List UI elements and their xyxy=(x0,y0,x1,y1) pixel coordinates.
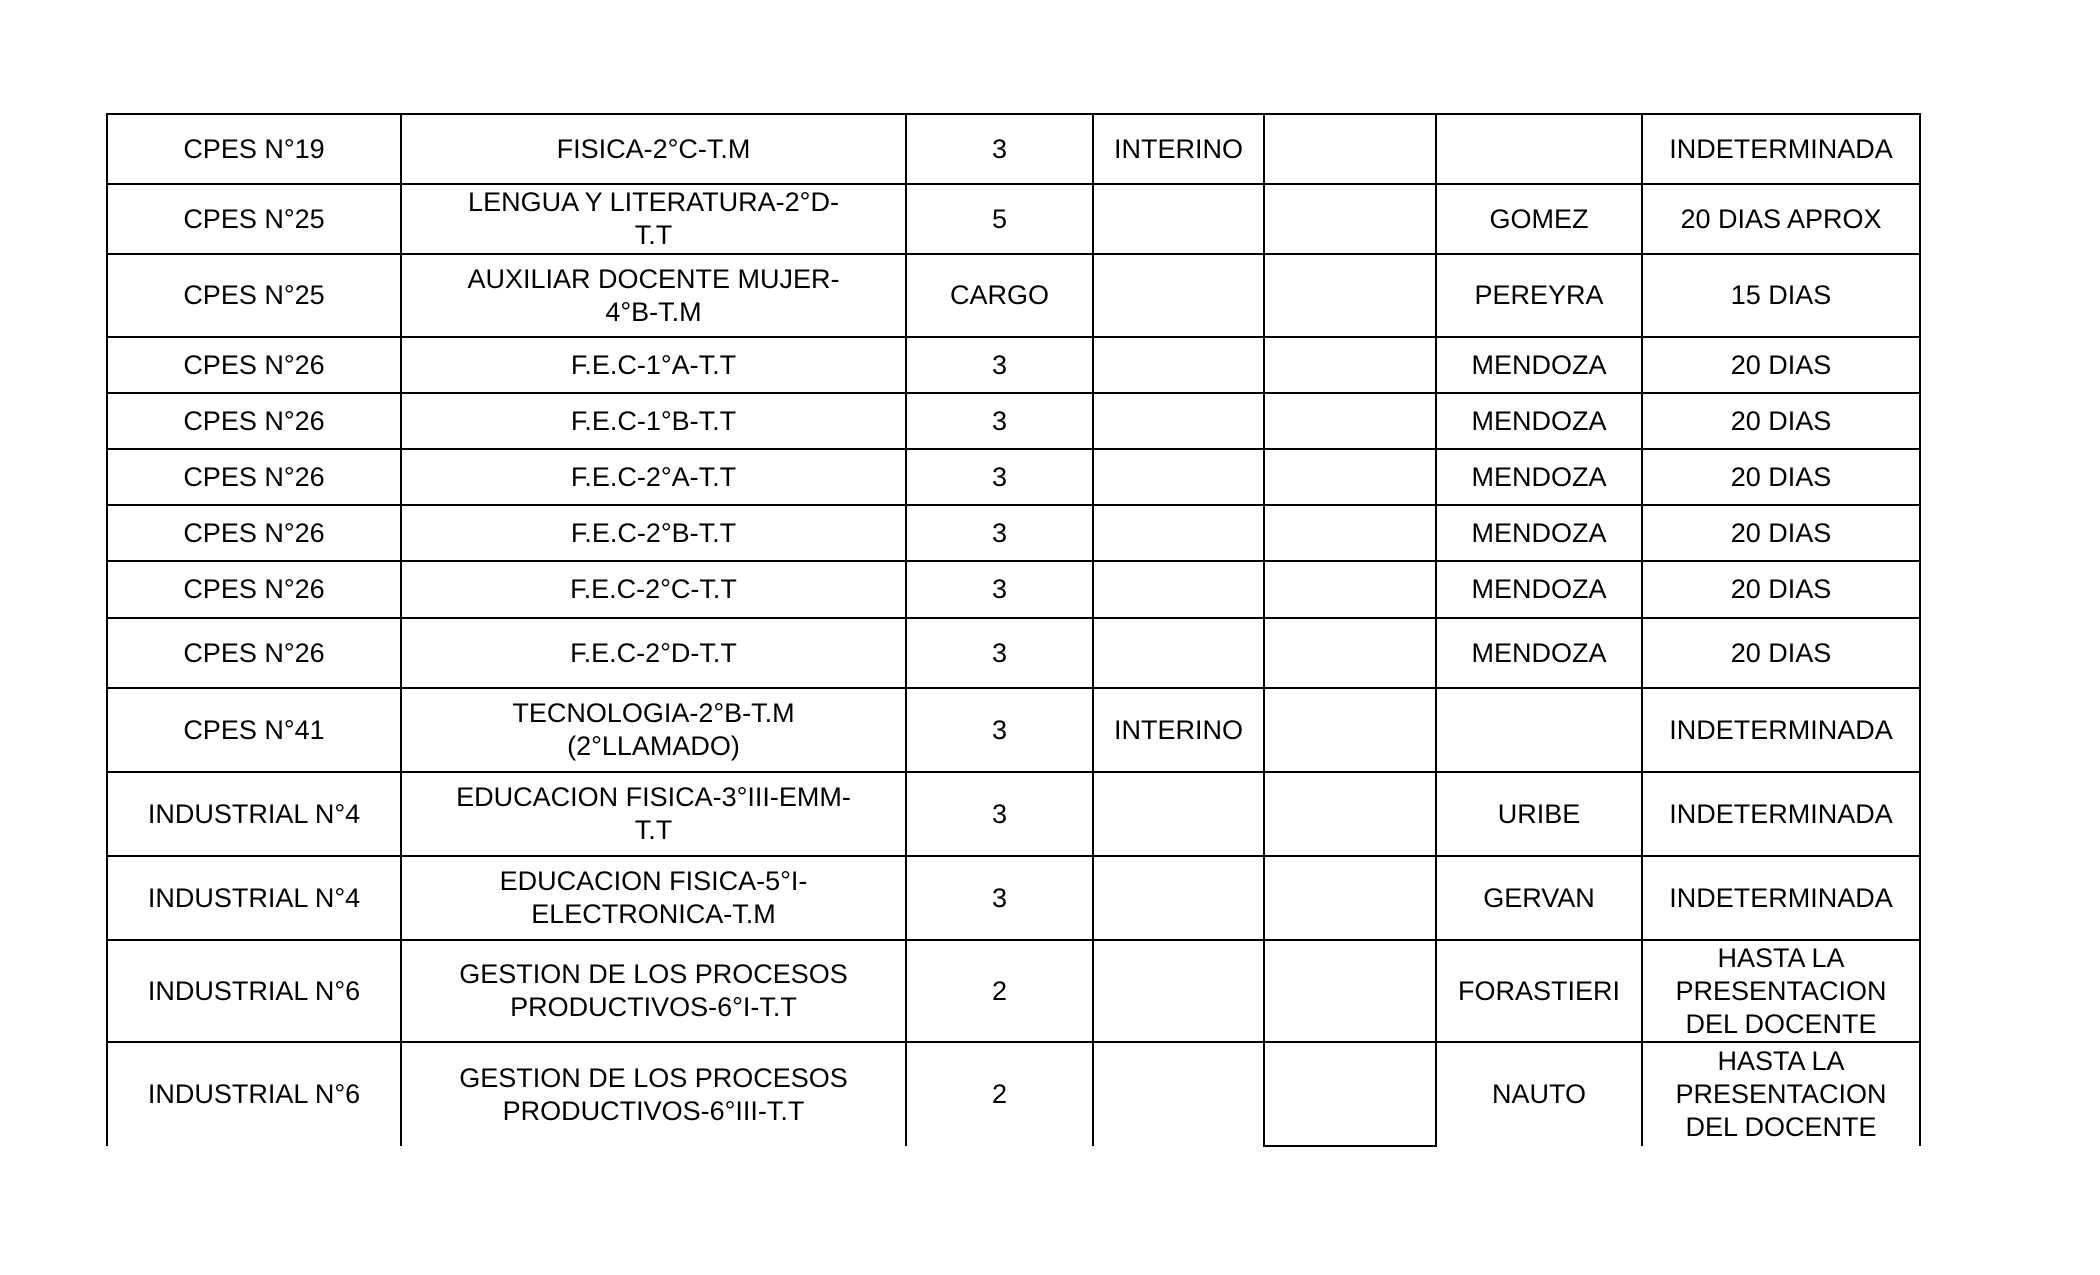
hours-cell-text: 2 xyxy=(991,1079,1008,1109)
school-cell-text: CPES N°26 xyxy=(183,637,325,668)
hours-cell xyxy=(906,337,1093,393)
teacher-name-cell-text: MENDOZA xyxy=(1471,637,1607,668)
teacher-name-cell-text: GOMEZ xyxy=(1489,203,1589,234)
duration-cell xyxy=(1642,337,1920,393)
blank-cell xyxy=(1264,940,1436,1042)
hours-cell-text: 3 xyxy=(991,405,1008,436)
subject-cell xyxy=(401,337,906,393)
status-cell xyxy=(1093,772,1264,856)
blank-cell xyxy=(1264,505,1436,561)
blank-cell xyxy=(1264,561,1436,618)
teacher-name-cell xyxy=(1436,449,1642,505)
school-cell-text: INDUSTRIAL N°6 xyxy=(147,975,361,1006)
duration-cell xyxy=(1642,114,1920,184)
hours-cell xyxy=(906,772,1093,856)
school-cell xyxy=(107,184,401,254)
subject-cell-text: F.E.C-1°B-T.T xyxy=(570,405,737,436)
teacher-name-cell xyxy=(1436,688,1642,772)
hours-cell xyxy=(906,561,1093,618)
hours-cell xyxy=(906,505,1093,561)
subject-cell-text: AUXILIAR DOCENTE MUJER-4°B-T.M xyxy=(467,263,840,327)
school-cell xyxy=(107,393,401,449)
subject-cell xyxy=(401,688,906,772)
table-row xyxy=(107,337,1920,393)
teacher-name-cell-text: MENDOZA xyxy=(1471,349,1607,380)
duration-cell xyxy=(1642,393,1920,449)
hours-cell xyxy=(906,618,1093,688)
subject-cell-text: F.E.C-2°D-T.T xyxy=(570,637,737,668)
hours-cell-text: 3 xyxy=(991,798,1008,829)
teacher-name-cell-text: MENDOZA xyxy=(1471,461,1607,492)
subject-cell xyxy=(401,254,906,337)
subject-cell xyxy=(401,772,906,856)
subject-cell-text: TECNOLOGIA-2°B-T.M (2°LLAMADO) xyxy=(512,698,795,761)
hours-cell-text: 3 xyxy=(991,574,1008,604)
school-cell-text: CPES N°26 xyxy=(183,517,325,548)
table-row xyxy=(107,449,1920,505)
teacher-name-cell xyxy=(1436,393,1642,449)
table-row xyxy=(107,254,1920,337)
blank-cell xyxy=(1264,1042,1436,1146)
hours-cell xyxy=(906,449,1093,505)
subject-cell-text: F.E.C-1°A-T.T xyxy=(570,349,737,380)
hours-cell-text: 3 xyxy=(991,517,1008,548)
status-cell xyxy=(1093,184,1264,254)
hours-cell xyxy=(906,114,1093,184)
status-cell xyxy=(1093,505,1264,561)
blank-cell xyxy=(1264,618,1436,688)
blank-cell xyxy=(1264,114,1436,184)
teacher-name-cell-text: MENDOZA xyxy=(1471,517,1607,548)
subject-cell-text: F.E.C-2°C-T.T xyxy=(570,574,737,604)
hours-cell xyxy=(906,940,1093,1042)
duration-cell-text: 15 DIAS xyxy=(1730,280,1832,310)
status-cell xyxy=(1093,1042,1264,1146)
subject-cell xyxy=(401,184,906,254)
teacher-name-cell-text: NAUTO xyxy=(1491,1079,1586,1109)
duration-cell xyxy=(1642,772,1920,856)
school-cell-text: INDUSTRIAL N°4 xyxy=(147,798,361,829)
duration-cell xyxy=(1642,618,1920,688)
blank-cell xyxy=(1264,688,1436,772)
subject-cell-text: EDUCACION FISICA-3°III-EMM-T.T xyxy=(456,782,851,845)
school-cell xyxy=(107,1042,401,1146)
duration-cell-text: 20 DIAS xyxy=(1730,517,1832,548)
blank-cell xyxy=(1264,449,1436,505)
duration-cell-text: INDETERMINADA xyxy=(1669,798,1893,829)
school-cell-text: CPES N°25 xyxy=(183,203,325,234)
subject-cell xyxy=(401,618,906,688)
subject-cell xyxy=(401,114,906,184)
subject-cell-text: LENGUA Y LITERATURA-2°D-T.T xyxy=(468,187,839,250)
status-cell xyxy=(1093,449,1264,505)
subject-cell xyxy=(401,505,906,561)
school-cell-text: CPES N°41 xyxy=(183,714,325,745)
teacher-name-cell xyxy=(1436,772,1642,856)
teacher-name-cell-text: FORASTIERI xyxy=(1457,975,1620,1006)
subject-cell xyxy=(401,1042,906,1146)
subject-cell-text: GESTION DE LOS PROCESOS PRODUCTIVOS-6°III-T.T xyxy=(459,1062,848,1126)
table-row xyxy=(107,940,1920,1042)
hours-cell-text: 3 xyxy=(991,637,1008,668)
hours-cell-text: 3 xyxy=(991,461,1008,492)
teacher-name-cell xyxy=(1436,254,1642,337)
subject-cell-text: GESTION DE LOS PROCESOS PRODUCTIVOS-6°I-T.T xyxy=(459,959,848,1022)
status-cell xyxy=(1093,940,1264,1042)
subject-cell-text: FISICA-2°C-T.M xyxy=(556,133,751,164)
teacher-name-cell xyxy=(1436,561,1642,618)
blank-cell xyxy=(1264,856,1436,940)
duration-cell xyxy=(1642,254,1920,337)
duration-cell xyxy=(1642,1042,1920,1146)
hours-cell-text: 3 xyxy=(991,133,1008,164)
subject-cell xyxy=(401,449,906,505)
subject-cell-text: F.E.C-2°A-T.T xyxy=(570,461,737,492)
table-row xyxy=(107,688,1920,772)
table-row xyxy=(107,114,1920,184)
duration-cell-text: INDETERMINADA xyxy=(1669,133,1893,164)
table-row xyxy=(107,1042,1920,1146)
duration-cell-text: 20 DIAS xyxy=(1730,574,1832,604)
hours-cell-text: 2 xyxy=(991,975,1008,1006)
duration-cell-text: 20 DIAS xyxy=(1730,461,1832,492)
table-row xyxy=(107,772,1920,856)
teacher-name-cell-text: URIBE xyxy=(1497,798,1581,829)
duration-cell xyxy=(1642,561,1920,618)
hours-cell xyxy=(906,184,1093,254)
hours-cell-text: 5 xyxy=(991,203,1008,234)
duration-cell xyxy=(1642,184,1920,254)
teacher-name-cell xyxy=(1436,114,1642,184)
school-cell xyxy=(107,337,401,393)
table-row xyxy=(107,184,1920,254)
duration-cell-text: 20 DIAS xyxy=(1730,349,1832,380)
school-cell xyxy=(107,688,401,772)
duration-cell-text: HASTA LA PRESENTACION DEL DOCENTE xyxy=(1675,1046,1887,1142)
duration-cell xyxy=(1642,449,1920,505)
status-cell xyxy=(1093,561,1264,618)
table-row xyxy=(107,505,1920,561)
teacher-name-cell-text: PEREYRA xyxy=(1474,280,1604,310)
hours-cell xyxy=(906,254,1093,337)
teacher-name-cell xyxy=(1436,337,1642,393)
school-cell-text: CPES N°26 xyxy=(183,405,325,436)
table-row xyxy=(107,618,1920,688)
school-cell xyxy=(107,449,401,505)
vacancy-table xyxy=(106,113,1921,1147)
hours-cell xyxy=(906,856,1093,940)
duration-cell-text: HASTA LA PRESENTACION DEL DOCENTE xyxy=(1675,942,1887,1039)
hours-cell-text: 3 xyxy=(991,882,1008,913)
school-cell xyxy=(107,254,401,337)
table-row xyxy=(107,561,1920,618)
hours-cell xyxy=(906,688,1093,772)
hours-cell-text: 3 xyxy=(991,714,1008,745)
hours-cell xyxy=(906,1042,1093,1146)
table-row xyxy=(107,856,1920,940)
duration-cell xyxy=(1642,856,1920,940)
school-cell-text: CPES N°25 xyxy=(183,280,325,310)
school-cell xyxy=(107,618,401,688)
teacher-name-cell xyxy=(1436,505,1642,561)
school-cell-text: INDUSTRIAL N°4 xyxy=(147,882,361,913)
teacher-name-cell-text: GERVAN xyxy=(1483,882,1595,913)
status-cell xyxy=(1093,254,1264,337)
duration-cell xyxy=(1642,688,1920,772)
teacher-name-cell-text: MENDOZA xyxy=(1471,405,1607,436)
school-cell-text: CPES N°26 xyxy=(183,461,325,492)
duration-cell xyxy=(1642,940,1920,1042)
subject-cell xyxy=(401,856,906,940)
status-cell xyxy=(1093,114,1264,184)
school-cell xyxy=(107,114,401,184)
duration-cell-text: 20 DIAS APROX xyxy=(1680,203,1882,234)
subject-cell xyxy=(401,561,906,618)
teacher-name-cell xyxy=(1436,184,1642,254)
school-cell xyxy=(107,856,401,940)
blank-cell xyxy=(1264,337,1436,393)
status-cell xyxy=(1093,393,1264,449)
duration-cell xyxy=(1642,505,1920,561)
table-body xyxy=(107,114,1920,1146)
status-cell-text: INTERINO xyxy=(1113,133,1243,164)
teacher-name-cell xyxy=(1436,856,1642,940)
teacher-name-cell-text: MENDOZA xyxy=(1471,574,1607,604)
school-cell xyxy=(107,505,401,561)
school-cell-text: CPES N°26 xyxy=(183,574,325,604)
teacher-name-cell xyxy=(1436,1042,1642,1146)
hours-cell-text: 3 xyxy=(991,349,1008,380)
teacher-name-cell xyxy=(1436,618,1642,688)
school-cell-text: CPES N°26 xyxy=(183,349,325,380)
duration-cell-text: INDETERMINADA xyxy=(1669,882,1893,913)
blank-cell xyxy=(1264,184,1436,254)
duration-cell-text: 20 DIAS xyxy=(1730,405,1832,436)
subject-cell-text: F.E.C-2°B-T.T xyxy=(570,517,737,548)
status-cell xyxy=(1093,618,1264,688)
teacher-name-cell xyxy=(1436,940,1642,1042)
status-cell xyxy=(1093,688,1264,772)
school-cell-text: CPES N°19 xyxy=(183,133,325,164)
status-cell-text: INTERINO xyxy=(1113,714,1243,745)
blank-cell xyxy=(1264,393,1436,449)
subject-cell xyxy=(401,940,906,1042)
blank-cell xyxy=(1264,772,1436,856)
school-cell xyxy=(107,561,401,618)
status-cell xyxy=(1093,856,1264,940)
school-cell xyxy=(107,940,401,1042)
status-cell xyxy=(1093,337,1264,393)
blank-cell xyxy=(1264,254,1436,337)
hours-cell xyxy=(906,393,1093,449)
school-cell xyxy=(107,772,401,856)
school-cell-text: INDUSTRIAL N°6 xyxy=(147,1079,361,1109)
hours-cell-text: CARGO xyxy=(949,280,1049,310)
duration-cell-text: INDETERMINADA xyxy=(1669,714,1893,745)
subject-cell xyxy=(401,393,906,449)
duration-cell-text: 20 DIAS xyxy=(1730,637,1832,668)
table-row xyxy=(107,393,1920,449)
subject-cell-text: EDUCACION FISICA-5°I-ELECTRONICA-T.M xyxy=(499,866,808,929)
